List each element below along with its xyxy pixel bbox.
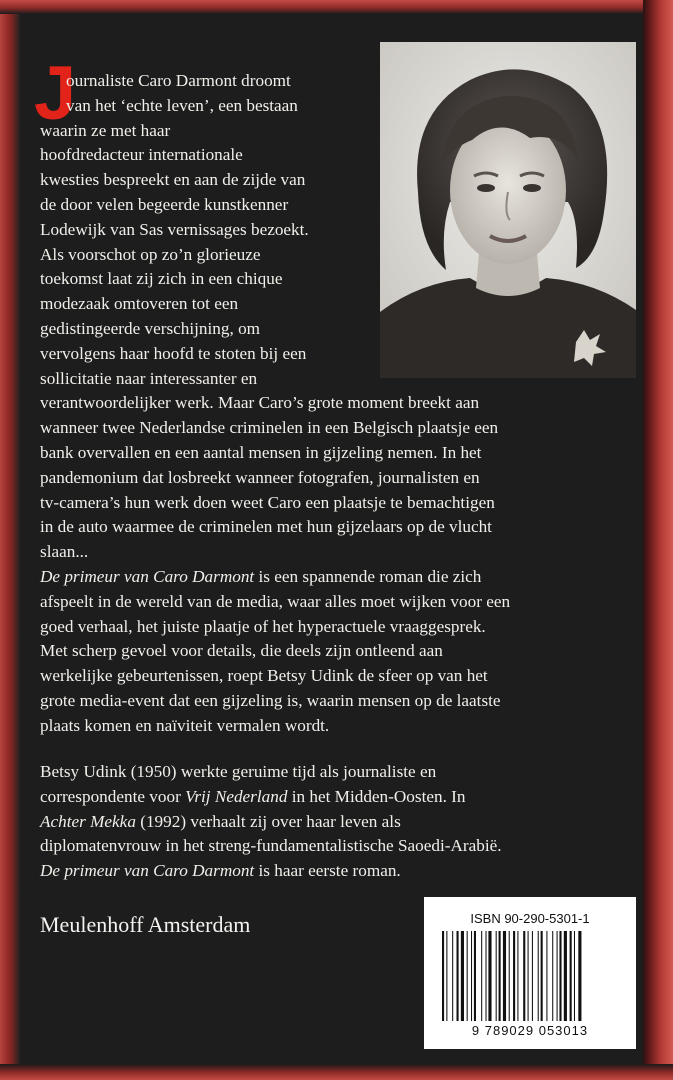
- barcode-bar: [523, 931, 525, 1021]
- bio-line: Betsy Udink (1950) werkte geruime tijd als journaliste en: [40, 762, 437, 781]
- bio-text: (1992) verhaalt zij over haar leven als: [135, 811, 401, 831]
- blurb-line: slaan...: [40, 542, 89, 562]
- barcode-bar: [538, 931, 539, 1021]
- blurb-line: sollicitatie naar interessanter en: [40, 368, 258, 388]
- bio-line: diplomatenvrouw in het streng-fundamentalistische Saoedi-Arabië.: [40, 836, 502, 856]
- blurb-line: toekomst laat zij zich in een chique: [40, 269, 283, 289]
- barcode-bar: [452, 931, 453, 1021]
- barcode-bar: [541, 931, 543, 1021]
- barcode-bar: [481, 931, 482, 1021]
- barcode-bar: [559, 931, 561, 1021]
- barcode-bar: [442, 931, 444, 1021]
- book-title-italic: De primeur van Caro Darmont: [40, 861, 255, 881]
- barcode-bar: [503, 931, 506, 1021]
- blurb-line: modezaak omtoveren tot een: [40, 294, 239, 314]
- blurb-line: in de auto waarmee de criminelen met hun gijzelaars op de vlucht: [40, 517, 492, 537]
- barcode-bar: [486, 931, 487, 1021]
- barcode-bar: [471, 931, 472, 1021]
- blurb-line: hoofdredacteur internationale: [40, 145, 243, 165]
- barcode-bar: [499, 931, 501, 1021]
- cover-right-edge: [643, 0, 673, 1080]
- cover-bottom-edge: [0, 1064, 673, 1080]
- blurb-line: ournaliste Caro Darmont droomt: [66, 71, 291, 90]
- barcode-bar: [488, 931, 491, 1021]
- summary-line: afspeelt in de wereld van de media, waar alles moet wijken voor een: [40, 591, 511, 611]
- barcode-bar: [578, 931, 581, 1021]
- blurb-intro-continued: [40, 119, 510, 739]
- blurb-line: Lodewijk van Sas vernissages bezoekt.: [40, 219, 309, 239]
- barcode-bar: [574, 931, 575, 1021]
- barcode-icon: [440, 931, 620, 1021]
- bio-line: [40, 810, 502, 835]
- barcode-bar: [532, 931, 533, 1021]
- blurb-line: kwesties bespreekt en aan de zijde van: [40, 170, 306, 190]
- barcode-bar: [457, 931, 459, 1021]
- summary-line: goed verhaal, het juiste plaatje of het hyperactuele vraaggesprek.: [40, 616, 486, 636]
- blurb-line: Als voorschot op zo’n glorieuze: [40, 244, 261, 264]
- blurb-line: tv-camera’s hun werk doen weet Caro een plaatsje te bemachtigen: [40, 492, 495, 512]
- book-title-italic: De primeur van Caro Darmont: [40, 566, 255, 586]
- blurb-line: bank overvallen en een aantal mensen in gijzeling nemen. In het: [40, 442, 482, 462]
- summary-first-rest: is een spannende roman die zich: [254, 566, 482, 586]
- barcode-bar: [564, 931, 567, 1021]
- bio-line: [40, 859, 502, 884]
- publisher-name: Meulenhoff Amsterdam: [40, 912, 251, 937]
- blurb-line: vervolgens haar hoofd te stoten bij een: [40, 343, 307, 363]
- barcode-bar: [461, 931, 464, 1021]
- summary-line: werkelijke gebeurtenissen, roept Betsy Udink de sfeer op van het: [40, 666, 488, 686]
- blurb-intro: [66, 69, 298, 119]
- blurb-line: pandemonium dat losbreekt wanneer fotografen, journalisten en: [40, 467, 480, 487]
- ean-number: 9 789029 053013: [471, 1023, 589, 1038]
- barcode-bar: [546, 931, 547, 1021]
- blurb-line: gedistingeerde verschijning, om: [40, 318, 261, 338]
- blurb-line: verantwoordelijker werk. Maar Caro’s grote moment breekt aan: [40, 393, 480, 413]
- bio-text: is haar eerste roman.: [254, 861, 401, 881]
- book-title-italic: Achter Mekka: [40, 811, 136, 831]
- summary-line: plaats komen en naïviteit vermalen wordt.: [40, 715, 330, 735]
- drop-cap: J: [34, 51, 77, 136]
- barcode-bar: [509, 931, 510, 1021]
- summary-line: grote media-event dat een gijzeling is, waarin mensen op de laatste: [40, 690, 501, 710]
- blurb-line: waarin ze met haar: [40, 120, 171, 140]
- barcode-bar: [467, 931, 468, 1021]
- bio-line: [40, 785, 502, 810]
- barcode-bar: [496, 931, 497, 1021]
- author-bio: [40, 760, 502, 884]
- barcode-bar: [474, 931, 476, 1021]
- barcode-bar: [517, 931, 518, 1021]
- blurb-line: de door velen begeerde kunstkenner: [40, 194, 289, 214]
- cover-top-edge: [0, 0, 673, 14]
- barcode-bar: [528, 931, 529, 1021]
- bio-text: correspondente voor: [40, 786, 186, 806]
- summary-line: Met scherp gevoel voor details, die deels zijn ontleend aan: [40, 641, 443, 661]
- barcode-bar: [513, 931, 515, 1021]
- bio-text: in het Midden-Oosten. In: [287, 786, 466, 806]
- isbn-text: ISBN 90-290-5301-1: [470, 911, 590, 926]
- blurb-line: van het ‘echte leven’, een bestaan: [66, 95, 298, 115]
- summary-first-line: [40, 565, 510, 590]
- blurb-line: wanneer twee Nederlandse criminelen in een Belgisch plaatsje een: [40, 418, 499, 438]
- barcode-bar: [557, 931, 558, 1021]
- barcode-bar: [552, 931, 553, 1021]
- magazine-title-italic: Vrij Nederland: [185, 786, 288, 806]
- barcode-label: [424, 897, 636, 1049]
- barcode-bar: [446, 931, 447, 1021]
- barcode-bar: [570, 931, 572, 1021]
